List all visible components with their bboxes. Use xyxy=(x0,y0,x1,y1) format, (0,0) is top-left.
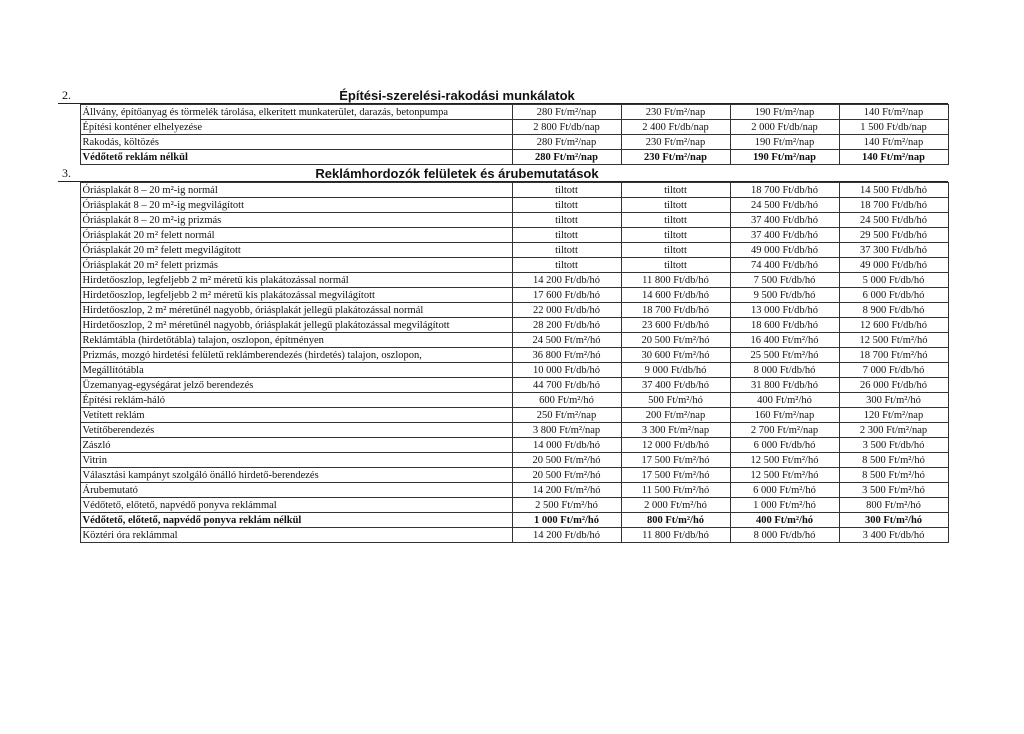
fee-cell: 37 400 Ft/db/hó xyxy=(730,228,839,243)
fee-cell: tiltott xyxy=(621,228,730,243)
table-row xyxy=(58,198,948,213)
fee-cell: 11 800 Ft/db/hó xyxy=(621,528,730,543)
fee-cell: 280 Ft/m²/nap xyxy=(512,150,621,165)
table-row xyxy=(58,213,948,228)
fee-cell: 3 800 Ft/m²/nap xyxy=(512,423,621,438)
fee-cell: 36 800 Ft/m²/hó xyxy=(512,348,621,363)
fee-cell: tiltott xyxy=(512,213,621,228)
fee-cell: 26 000 Ft/db/hó xyxy=(839,378,948,393)
fee-cell: 18 700 Ft/db/hó xyxy=(621,303,730,318)
fee-cell: 44 700 Ft/db/hó xyxy=(512,378,621,393)
table-row xyxy=(58,483,948,498)
fee-cell: 74 400 Ft/db/hó xyxy=(730,258,839,273)
row-indent xyxy=(58,363,80,378)
fee-cell: 14 000 Ft/db/hó xyxy=(512,438,621,453)
fee-cell: 500 Ft/m²/hó xyxy=(621,393,730,408)
fee-cell: 230 Ft/m²/nap xyxy=(621,150,730,165)
fee-cell: 7 000 Ft/db/hó xyxy=(839,363,948,378)
row-label: Óriásplakát 8 – 20 m²-ig megvilágított xyxy=(80,198,512,213)
fee-cell: 17 600 Ft/db/hó xyxy=(512,288,621,303)
row-indent xyxy=(58,423,80,438)
row-label: Üzemanyag-egységárat jelző berendezés xyxy=(80,378,512,393)
row-indent xyxy=(58,468,80,483)
fee-cell: 230 Ft/m²/nap xyxy=(621,135,730,150)
row-label: Vetítőberendezés xyxy=(80,423,512,438)
row-indent xyxy=(58,213,80,228)
fee-cell: 140 Ft/m²/nap xyxy=(839,150,948,165)
fee-cell: 24 500 Ft/db/hó xyxy=(730,198,839,213)
fee-cell: 200 Ft/m²/nap xyxy=(621,408,730,423)
fee-cell: 25 500 Ft/m²/hó xyxy=(730,348,839,363)
fee-cell: 3 500 Ft/m²/hó xyxy=(839,483,948,498)
fee-cell: 300 Ft/m²/hó xyxy=(839,393,948,408)
row-label: Köztéri óra reklámmal xyxy=(80,528,512,543)
table-row xyxy=(58,183,948,198)
row-indent xyxy=(58,120,80,135)
fee-cell: 20 500 Ft/m²/hó xyxy=(512,468,621,483)
fee-cell: 230 Ft/m²/nap xyxy=(621,105,730,120)
table-row xyxy=(58,273,948,288)
fee-cell: 23 600 Ft/db/hó xyxy=(621,318,730,333)
row-indent xyxy=(58,393,80,408)
table-row xyxy=(58,105,948,120)
row-label: Óriásplakát 20 m² felett megvilágított xyxy=(80,243,512,258)
fee-cell: 2 800 Ft/db/nap xyxy=(512,120,621,135)
fee-cell: 3 500 Ft/db/hó xyxy=(839,438,948,453)
row-label: Hirdetőoszlop, legfeljebb 2 m² méretű kis plakátozással normál xyxy=(80,273,512,288)
fee-cell: 31 800 Ft/db/hó xyxy=(730,378,839,393)
fee-cell: 6 000 Ft/db/hó xyxy=(730,438,839,453)
fee-schedule-document xyxy=(58,87,948,543)
fee-cell: 49 000 Ft/db/hó xyxy=(839,258,948,273)
fee-cell: 16 400 Ft/m²/hó xyxy=(730,333,839,348)
fee-cell: 5 000 Ft/db/hó xyxy=(839,273,948,288)
fee-cell: 3 300 Ft/m²/nap xyxy=(621,423,730,438)
row-label: Megállítótábla xyxy=(80,363,512,378)
fee-cell: 12 000 Ft/db/hó xyxy=(621,438,730,453)
fee-cell: 2 500 Ft/m²/hó xyxy=(512,498,621,513)
row-label: Hirdetőoszlop, 2 m² méretűnél nagyobb, óriásplakát jellegű plakátozással megvilágított xyxy=(80,318,512,333)
fee-cell: 13 000 Ft/db/hó xyxy=(730,303,839,318)
row-indent xyxy=(58,408,80,423)
table-row xyxy=(58,528,948,543)
fee-cell: 11 800 Ft/db/hó xyxy=(621,273,730,288)
fee-cell: tiltott xyxy=(621,183,730,198)
fee-cell: 800 Ft/m²/hó xyxy=(839,498,948,513)
fee-cell: 17 500 Ft/m²/hó xyxy=(621,453,730,468)
row-label: Rakodás, költözés xyxy=(80,135,512,150)
fee-cell: 14 500 Ft/db/hó xyxy=(839,183,948,198)
row-indent xyxy=(58,348,80,363)
table-row xyxy=(58,318,948,333)
section-number: 2. xyxy=(62,88,71,102)
fee-cell: 14 200 Ft/db/hó xyxy=(512,273,621,288)
fee-cell: 37 400 Ft/db/hó xyxy=(621,378,730,393)
row-label: Vetített reklám xyxy=(80,408,512,423)
fee-cell: 160 Ft/m²/nap xyxy=(730,408,839,423)
fee-cell: 14 200 Ft/db/hó xyxy=(512,528,621,543)
fee-cell: 6 000 Ft/db/hó xyxy=(839,288,948,303)
fee-cell: 9 000 Ft/db/hó xyxy=(621,363,730,378)
fee-cell: 280 Ft/m²/nap xyxy=(512,135,621,150)
fee-cell: 140 Ft/m²/nap xyxy=(839,135,948,150)
row-indent xyxy=(58,318,80,333)
row-indent xyxy=(58,273,80,288)
table-row xyxy=(58,303,948,318)
fee-cell: 17 500 Ft/m²/hó xyxy=(621,468,730,483)
fee-cell: 12 500 Ft/m²/hó xyxy=(839,333,948,348)
fee-cell: 140 Ft/m²/nap xyxy=(839,105,948,120)
row-label: Zászló xyxy=(80,438,512,453)
fee-cell: 400 Ft/m²/hó xyxy=(730,393,839,408)
fee-cell: 120 Ft/m²/nap xyxy=(839,408,948,423)
row-label: Hirdetőoszlop, 2 m² méretűnél nagyobb, óriásplakát jellegű plakátozással normál xyxy=(80,303,512,318)
row-indent xyxy=(58,150,80,165)
row-indent xyxy=(58,303,80,318)
fee-cell: tiltott xyxy=(621,258,730,273)
fee-cell: 28 200 Ft/db/hó xyxy=(512,318,621,333)
row-indent xyxy=(58,228,80,243)
row-indent xyxy=(58,135,80,150)
row-indent xyxy=(58,105,80,120)
fee-cell: 2 400 Ft/db/nap xyxy=(621,120,730,135)
table-row xyxy=(58,363,948,378)
fee-cell: tiltott xyxy=(621,243,730,258)
row-label: Védőtető, előtető, napvédő ponyva reklámmal xyxy=(80,498,512,513)
fee-cell: 9 500 Ft/db/hó xyxy=(730,288,839,303)
row-label: Védőtető reklám nélkül xyxy=(80,150,512,165)
fee-cell: tiltott xyxy=(621,213,730,228)
row-label: Választási kampányt szolgáló önálló hirdető-berendezés xyxy=(80,468,512,483)
fee-cell: 22 000 Ft/db/hó xyxy=(512,303,621,318)
fee-cell: 18 700 Ft/db/hó xyxy=(839,198,948,213)
section-header xyxy=(58,87,948,104)
row-indent xyxy=(58,183,80,198)
row-indent xyxy=(58,453,80,468)
fee-cell: 6 000 Ft/m²/hó xyxy=(730,483,839,498)
row-indent xyxy=(58,498,80,513)
row-indent xyxy=(58,483,80,498)
fee-cell: tiltott xyxy=(512,228,621,243)
fee-cell: 190 Ft/m²/nap xyxy=(730,105,839,120)
fee-cell: 8 500 Ft/m²/hó xyxy=(839,453,948,468)
fee-cell: 1 500 Ft/db/nap xyxy=(839,120,948,135)
fee-cell: tiltott xyxy=(512,243,621,258)
fee-table xyxy=(58,104,949,165)
fee-cell: 7 500 Ft/db/hó xyxy=(730,273,839,288)
table-row xyxy=(58,423,948,438)
sections-container xyxy=(58,87,948,543)
fee-cell: tiltott xyxy=(512,198,621,213)
fee-cell: 49 000 Ft/db/hó xyxy=(730,243,839,258)
fee-cell: 2 700 Ft/m²/nap xyxy=(730,423,839,438)
fee-cell: 2 300 Ft/m²/nap xyxy=(839,423,948,438)
table-row xyxy=(58,378,948,393)
fee-cell: tiltott xyxy=(512,258,621,273)
row-label: Reklámtábla (hirdetőtábla) talajon, oszlopon, építményen xyxy=(80,333,512,348)
row-indent xyxy=(58,528,80,543)
fee-cell: 1 000 Ft/m²/hó xyxy=(730,498,839,513)
fee-cell: 29 500 Ft/db/hó xyxy=(839,228,948,243)
row-indent xyxy=(58,243,80,258)
row-indent xyxy=(58,513,80,528)
table-row xyxy=(58,408,948,423)
row-label: Óriásplakát 20 m² felett prizmás xyxy=(80,258,512,273)
table-row xyxy=(58,258,948,273)
fee-cell: 12 500 Ft/m²/hó xyxy=(730,453,839,468)
fee-cell: 300 Ft/m²/hó xyxy=(839,513,948,528)
fee-cell: 37 300 Ft/db/hó xyxy=(839,243,948,258)
row-label: Hirdetőoszlop, legfeljebb 2 m² méretű kis plakátozással megvilágított xyxy=(80,288,512,303)
table-row xyxy=(58,438,948,453)
fee-cell: 24 500 Ft/m²/hó xyxy=(512,333,621,348)
fee-cell: 1 000 Ft/m²/hó xyxy=(512,513,621,528)
section-title: Reklámhordozók felületek és árubemutatások xyxy=(315,166,599,181)
row-label: Védőtető, előtető, napvédő ponyva reklám nélkül xyxy=(80,513,512,528)
fee-cell: tiltott xyxy=(621,198,730,213)
row-label: Prizmás, mozgó hirdetési felületű reklámberendezés (hirdetés) talajon, oszlopon, xyxy=(80,348,512,363)
fee-cell: 8 900 Ft/db/hó xyxy=(839,303,948,318)
fee-cell: 3 400 Ft/db/hó xyxy=(839,528,948,543)
fee-cell: 14 200 Ft/m²/hó xyxy=(512,483,621,498)
row-indent xyxy=(58,438,80,453)
table-row xyxy=(58,288,948,303)
row-label: Építési reklám-háló xyxy=(80,393,512,408)
section-header xyxy=(58,165,948,182)
fee-cell: 11 500 Ft/m²/hó xyxy=(621,483,730,498)
table-row xyxy=(58,135,948,150)
row-label: Árubemutató xyxy=(80,483,512,498)
table-row xyxy=(58,468,948,483)
table-row xyxy=(58,348,948,363)
fee-cell: tiltott xyxy=(512,183,621,198)
table-row xyxy=(58,453,948,468)
section-title: Építési-szerelési-rakodási munkálatok xyxy=(339,88,575,103)
fee-cell: 12 600 Ft/db/hó xyxy=(839,318,948,333)
fee-cell: 18 700 Ft/m²/hó xyxy=(839,348,948,363)
row-label: Építési konténer elhelyezése xyxy=(80,120,512,135)
fee-cell: 280 Ft/m²/nap xyxy=(512,105,621,120)
fee-cell: 10 000 Ft/db/hó xyxy=(512,363,621,378)
fee-cell: 190 Ft/m²/nap xyxy=(730,150,839,165)
fee-cell: 12 500 Ft/m²/hó xyxy=(730,468,839,483)
row-indent xyxy=(58,198,80,213)
fee-cell: 400 Ft/m²/hó xyxy=(730,513,839,528)
table-row xyxy=(58,120,948,135)
row-label: Óriásplakát 8 – 20 m²-ig prizmás xyxy=(80,213,512,228)
row-label: Vitrin xyxy=(80,453,512,468)
row-label: Állvány, építőanyag és törmelék tárolása, elkerített munkaterület, darazás, betonpumpa xyxy=(80,105,512,120)
fee-cell: 600 Ft/m²/hó xyxy=(512,393,621,408)
fee-cell: 30 600 Ft/m²/hó xyxy=(621,348,730,363)
table-row xyxy=(58,393,948,408)
fee-cell: 18 700 Ft/db/hó xyxy=(730,183,839,198)
table-row xyxy=(58,498,948,513)
fee-cell: 18 600 Ft/db/hó xyxy=(730,318,839,333)
table-row xyxy=(58,228,948,243)
fee-cell: 8 000 Ft/db/hó xyxy=(730,363,839,378)
row-indent xyxy=(58,378,80,393)
fee-cell: 8 000 Ft/db/hó xyxy=(730,528,839,543)
row-label: Óriásplakát 20 m² felett normál xyxy=(80,228,512,243)
fee-cell: 8 500 Ft/m²/hó xyxy=(839,468,948,483)
fee-table xyxy=(58,182,949,543)
row-indent xyxy=(58,258,80,273)
fee-cell: 20 500 Ft/m²/hó xyxy=(512,453,621,468)
table-row xyxy=(58,150,948,165)
row-label: Óriásplakát 8 – 20 m²-ig normál xyxy=(80,183,512,198)
fee-cell: 20 500 Ft/m²/hó xyxy=(621,333,730,348)
fee-cell: 24 500 Ft/db/hó xyxy=(839,213,948,228)
fee-cell: 37 400 Ft/db/hó xyxy=(730,213,839,228)
table-row xyxy=(58,333,948,348)
fee-cell: 14 600 Ft/db/hó xyxy=(621,288,730,303)
row-indent xyxy=(58,288,80,303)
row-indent xyxy=(58,333,80,348)
table-row xyxy=(58,243,948,258)
fee-cell: 2 000 Ft/m²/hó xyxy=(621,498,730,513)
fee-cell: 190 Ft/m²/nap xyxy=(730,135,839,150)
fee-cell: 2 000 Ft/db/nap xyxy=(730,120,839,135)
fee-cell: 250 Ft/m²/nap xyxy=(512,408,621,423)
section-number: 3. xyxy=(62,166,71,180)
table-row xyxy=(58,513,948,528)
fee-cell: 800 Ft/m²/hó xyxy=(621,513,730,528)
